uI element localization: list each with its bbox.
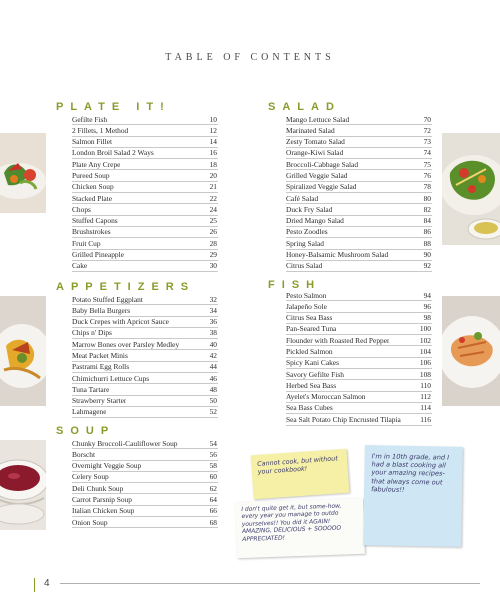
toc-entry [72,407,218,418]
toc-entry-page: 36 [209,317,217,327]
toc-entry-page: 52 [209,407,217,417]
toc-entry-title: Deli Chunk Soup [72,483,124,493]
toc-entry [286,301,432,312]
toc-entry-title: Honey-Balsamic Mushroom Salad [286,250,389,260]
toc-entry-page: 88 [423,238,431,248]
page-number: 4 [44,578,50,589]
toc-entry [286,369,432,380]
toc-entry-title: Onion Soup [72,517,108,527]
appetizers-list [72,294,218,418]
toc-entry [72,159,218,170]
toc-entry-page: 70 [423,114,431,124]
toc-entry [72,461,218,472]
toc-entry-title: Chunky Broccoli-Cauliflower Soup [72,438,178,448]
toc-entry [72,114,218,125]
toc-entry [286,216,432,227]
toc-entry-page: 112 [420,392,431,402]
toc-entry-title: Sea Bass Cubes [286,403,333,413]
toc-entry-page: 42 [209,350,217,360]
note-blue [363,445,463,547]
toc-entry [286,170,432,181]
toc-entry [72,182,218,193]
toc-entry [286,313,432,324]
toc-entry [72,506,218,517]
note-white [235,498,365,558]
toc-entry-page: 32 [209,294,217,304]
toc-entry-title: Meat Packet Minis [72,350,128,360]
toc-entry-title: Chops [72,204,91,214]
toc-entry [72,317,218,328]
toc-entry-title: Baby Bella Burgers [72,305,131,315]
toc-entry [72,350,218,361]
toc-entry-title: Chimichurri Lettuce Cups [72,373,150,383]
soup-list [72,438,218,528]
toc-entry [286,125,432,136]
toc-entry-title: Pan-Seared Tuna [286,324,337,334]
toc-entry-page: 84 [423,216,431,226]
toc-entry-page: 114 [420,403,431,413]
toc-entry [286,335,432,346]
toc-entry-title: Salmon Fillet [72,137,113,147]
toc-entry [72,216,218,227]
toc-entry-title: Sea Salt Potato Chip Encrusted Tilapia [286,414,401,424]
toc-entry [286,159,432,170]
toc-entry-page: 78 [423,182,431,192]
toc-entry-page: 102 [419,335,431,345]
toc-entry-title: Brushstrokes [72,227,111,237]
toc-entry-title: Tuna Tartare [72,384,110,394]
toc-entry [286,358,432,369]
toc-entry-page: 40 [209,339,217,349]
section-heading-salad: SALAD [268,101,341,113]
toc-entry-title: Chicken Soup [72,182,114,192]
toc-entry-page: 58 [209,461,217,471]
toc-entry [72,384,218,395]
toc-entry-title: Duck Fry Salad [286,204,333,214]
toc-entry-page: 20 [209,170,217,180]
toc-entry [72,193,218,204]
toc-entry-title: Jalapeño Sole [286,301,327,311]
photo-soup-bowl [0,440,46,530]
toc-entry [286,261,432,272]
toc-entry-title: Spring Salad [286,238,324,248]
toc-entry-page: 66 [209,506,217,516]
toc-entry-title: Café Salad [286,193,319,203]
toc-entry-title: Fruit Cup [72,238,101,248]
toc-entry [72,483,218,494]
toc-entry-title: Savory Gefilte Fish [286,369,344,379]
photo-fish-plate [442,296,500,406]
footer-rule [60,583,480,584]
toc-entry [72,305,218,316]
section-heading-plate-it: PLATE IT! [56,101,171,113]
toc-entry [72,227,218,238]
toc-entry-page: 116 [420,414,431,424]
toc-entry [72,472,218,483]
note-blue-text: I'm in 10th grade, and I had a blast cooking all your amazing recipes-that always come out fabulous!! [371,452,450,494]
toc-entry-title: Pureed Soup [72,170,110,180]
toc-entry [286,114,432,125]
toc-entry [286,290,432,301]
toc-entry-page: 46 [209,373,217,383]
toc-entry-title: Pesto Salmon [286,290,327,300]
toc-entry-page: 64 [209,494,217,504]
toc-entry-title: Grilled Pineapple [72,250,124,260]
toc-entry-page: 76 [423,170,431,180]
toc-entry-page: 44 [209,362,217,372]
toc-entry [72,250,218,261]
toc-entry-title: Marinated Salad [286,125,335,135]
toc-entry [72,438,218,449]
toc-entry-page: 96 [423,301,431,311]
toc-entry [286,403,432,414]
footer-divider-tick [34,578,35,592]
toc-entry-title: Citrus Sea Bass [286,313,333,323]
toc-entry-page: 94 [423,290,431,300]
toc-entry-title: Spicy Kani Cakes [286,358,339,368]
toc-entry [72,294,218,305]
toc-entry-page: 60 [209,472,217,482]
toc-entry [72,170,218,181]
toc-entry-page: 56 [209,449,217,459]
toc-entry-title: London Broil Salad 2 Ways [72,148,154,158]
toc-entry [286,227,432,238]
toc-entry-title: Pickled Salmon [286,346,333,356]
toc-entry [72,339,218,350]
toc-entry-title: Plate Any Crepe [72,159,121,169]
salad-list [286,114,432,272]
toc-entry [286,346,432,357]
toc-entry-title: Dried Mango Salad [286,216,344,226]
toc-entry [286,182,432,193]
toc-entry-title: Borscht [72,449,95,459]
toc-entry-title: Chips n' Dips [72,328,112,338]
note-yellow [251,449,350,500]
toc-entry-title: Carrot Parsnip Soup [72,494,132,504]
toc-entry-page: 72 [423,125,431,135]
toc-entry-title: Italian Chicken Soup [72,506,135,516]
toc-entry [72,373,218,384]
toc-entry-page: 92 [423,261,431,271]
toc-entry [72,494,218,505]
toc-entry-title: Herbed Sea Bass [286,380,337,390]
toc-entry [72,125,218,136]
toc-entry [286,204,432,215]
photo-appetizer [0,296,46,406]
toc-entry-title: Ayelet's Moroccan Salmon [286,392,366,402]
toc-entry-page: 75 [423,159,431,169]
toc-entry-page: 90 [423,250,431,260]
toc-entry-page: 30 [209,261,217,271]
toc-entry-page: 68 [209,517,217,527]
section-heading-appetizers: APPETIZERS [56,281,196,293]
toc-entry [286,148,432,159]
toc-entry-title: Potato Stuffed Eggplant [72,294,143,304]
note-yellow-text: Cannot cook, but without your cookbook! [256,454,338,476]
toc-entry-title: Spiralized Veggie Salad [286,182,357,192]
toc-entry-title: Grilled Veggie Salad [286,170,348,180]
toc-entry-page: 110 [420,380,431,390]
photo-plated-salad [0,133,46,213]
toc-entry-page: 108 [419,369,431,379]
toc-entry-title: Pastrami Egg Rolls [72,362,130,372]
plate-it-list [72,114,218,272]
toc-entry-page: 10 [209,114,217,124]
toc-entry-page: 16 [209,148,217,158]
toc-entry-page: 106 [419,358,431,368]
toc-entry-page: 82 [423,204,431,214]
toc-entry-page: 22 [209,193,217,203]
toc-entry-page: 50 [209,396,217,406]
toc-entry-title: Overnight Veggie Soup [72,461,142,471]
note-white-text: I don't quite get it, but some-how, every year you manage to outdo yourselves!! You did it AGAIN! AMAZING, DELICIOUS + SOOOOO APPRECIATED! [241,503,342,543]
toc-entry-title: Orange-Kiwi Salad [286,148,344,158]
page-title: TABLE OF CONTENTS [165,52,335,63]
toc-entry [72,204,218,215]
toc-entry-page: 74 [423,148,431,158]
toc-entry-page: 100 [419,324,431,334]
toc-entry-title: Citrus Salad [286,261,323,271]
toc-entry-page: 38 [209,328,217,338]
section-heading-fish: FISH [268,279,322,291]
toc-entry-title: Flounder with Roasted Red Pepper [286,335,390,345]
toc-entry [72,148,218,159]
toc-entry-page: 21 [209,182,217,192]
toc-entry-page: 24 [209,204,217,214]
toc-entry-page: 98 [423,313,431,323]
toc-entry [72,328,218,339]
toc-entry-page: 48 [209,384,217,394]
toc-entry-title: Cake [72,261,88,271]
toc-entry [286,324,432,335]
toc-entry [286,414,432,425]
toc-entry-page: 62 [209,483,217,493]
toc-entry-title: Mango Lettuce Salad [286,114,350,124]
toc-entry-title: Stuffed Capons [72,216,118,226]
toc-entry-title: Pesto Zoodles [286,227,328,237]
toc-entry-page: 34 [209,305,217,315]
fish-list [286,290,432,426]
toc-entry [72,261,218,272]
toc-entry [286,250,432,261]
toc-entry-page: 14 [209,137,217,147]
photo-salad-platter [442,133,500,245]
section-heading-soup: SOUP [56,425,116,437]
toc-entry-page: 73 [423,137,431,147]
toc-entry-title: Celery Soup [72,472,109,482]
toc-entry-page: 86 [423,227,431,237]
toc-entry [286,137,432,148]
toc-entry-title: Duck Crepes with Apricot Sauce [72,317,169,327]
toc-entry-page: 29 [209,250,217,260]
toc-entry-page: 25 [209,216,217,226]
toc-entry-title: Marrow Bones over Parsley Medley [72,339,180,349]
toc-entry-page: 18 [209,159,217,169]
toc-entry-page: 26 [209,227,217,237]
toc-entry-title: Stacked Plate [72,193,113,203]
toc-entry [286,193,432,204]
toc-entry [72,137,218,148]
toc-entry-page: 12 [209,125,217,135]
toc-entry [72,396,218,407]
toc-entry-title: Broccoli-Cabbage Salad [286,159,359,169]
toc-entry [286,238,432,249]
toc-entry-title: Zesty Tomato Salad [286,137,345,147]
toc-entry [72,362,218,373]
toc-entry-title: Gefilte Fish [72,114,108,124]
toc-entry-page: 80 [423,193,431,203]
toc-entry [286,380,432,391]
toc-entry [72,517,218,528]
toc-entry-page: 104 [419,346,431,356]
toc-entry [72,238,218,249]
toc-entry [286,392,432,403]
toc-entry-title: Strawberry Starter [72,396,127,406]
toc-entry-page: 28 [209,238,217,248]
toc-entry-title: Lahmagene [72,407,107,417]
toc-entry-page: 54 [209,438,217,448]
toc-entry-title: 2 Fillets, 1 Method [72,125,129,135]
toc-entry [72,449,218,460]
